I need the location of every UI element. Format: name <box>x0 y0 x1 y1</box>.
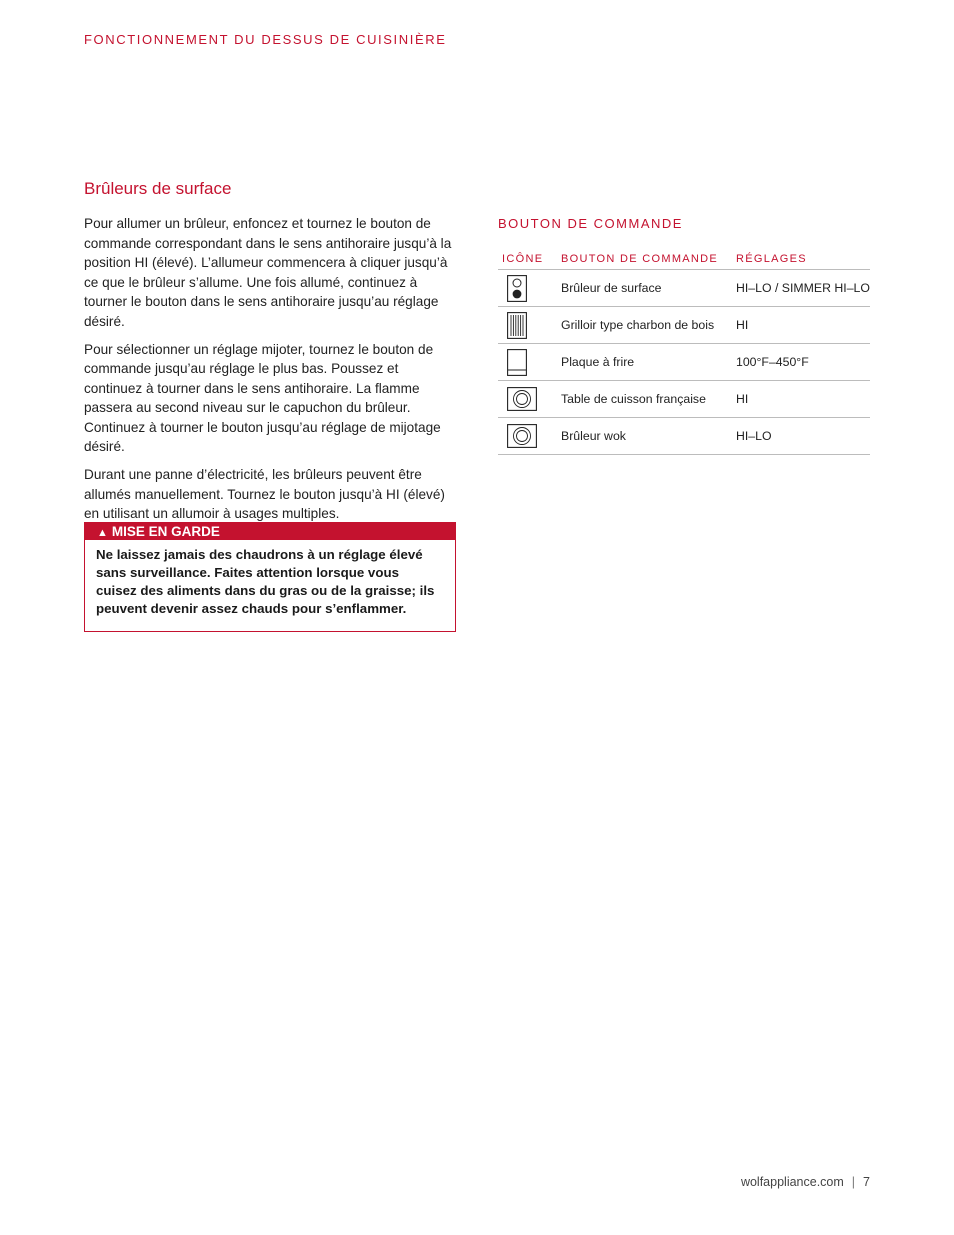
charbroiler-icon <box>507 312 527 339</box>
column-header-icon: ICÔNE <box>498 248 561 270</box>
warning-box <box>84 522 456 632</box>
control-name: Plaque à frire <box>561 344 736 381</box>
table-row <box>498 344 870 381</box>
column-header-control: BOUTON DE COMMANDE <box>561 248 736 270</box>
control-setting: HI–LO <box>736 418 870 455</box>
control-setting: HI <box>736 381 870 418</box>
warning-text: Ne laissez jamais des chaudrons à un réglage élevé sans surveillance. Faites attention lorsque vous cuisez des aliments dans du gras ou de la graisse; ils peuvent devenir assez chauds pour s’enflammer. <box>96 547 435 616</box>
table-row <box>498 381 870 418</box>
control-setting: HI <box>736 307 870 344</box>
paragraph-power-outage: Durant une panne d’électricité, les brûleurs peuvent être allumés manuellement. Tournez le bouton jusqu’à HI (élevé) en utilisant un allumoir à usages multiples. <box>84 467 445 521</box>
page-number: 7 <box>863 1175 870 1189</box>
footer-website: wolfappliance.com <box>740 1175 844 1189</box>
table-row <box>498 307 870 344</box>
control-name: Brûleur de surface <box>561 270 736 307</box>
control-table-title: BOUTON DE COMMANDE <box>498 216 683 231</box>
table-row <box>498 418 870 455</box>
table-header-row <box>498 248 870 270</box>
table-row <box>498 270 870 307</box>
surface-burner-icon <box>507 275 527 302</box>
control-name: Grilloir type charbon de bois <box>561 307 736 344</box>
column-header-settings: RÉGLAGES <box>736 248 870 270</box>
control-setting: 100°F–450°F <box>736 344 870 381</box>
warning-header <box>85 523 455 540</box>
french-top-icon <box>507 387 537 411</box>
paragraph-simmer: Pour sélectionner un réglage mijoter, tournez le bouton de commande jusqu’au réglage le plus bas. Poussez et continuez à tourner dans le sens antihoraire. La flamme passera au second niveau sur le capuchon du brûleur. Continuez à tourner le bouton jusqu’au réglage de mijotage désiré. <box>84 341 441 454</box>
warning-triangle-icon: ▲ <box>97 527 108 539</box>
footer-separator: | <box>851 1175 856 1189</box>
body-text <box>84 214 456 532</box>
control-name: Brûleur wok <box>561 418 736 455</box>
paragraph-ignition: Pour allumer un brûleur, enfoncez et tournez le bouton de commande correspondant dans le sens antihoraire jusqu’à la position HI (élevé). L’allumeur commencera à cliquer jusqu’à ce que le brûleur s’allume. Une fois allumé, continuez à tourner le bouton dans le sens antihoraire jusqu’au réglage désiré. <box>84 216 452 329</box>
control-name: Table de cuisson française <box>561 381 736 418</box>
control-table <box>498 248 870 455</box>
control-setting: HI–LO / SIMMER HI–LO <box>736 270 870 307</box>
page-header: FONCTIONNEMENT DU DESSUS DE CUISINIÈRE <box>84 32 447 47</box>
griddle-icon <box>507 349 527 376</box>
section-title: Brûleurs de surface <box>84 179 232 198</box>
page-footer <box>741 1175 870 1189</box>
warning-title: MISE EN GARDE <box>111 524 220 539</box>
wok-burner-icon <box>507 424 537 448</box>
